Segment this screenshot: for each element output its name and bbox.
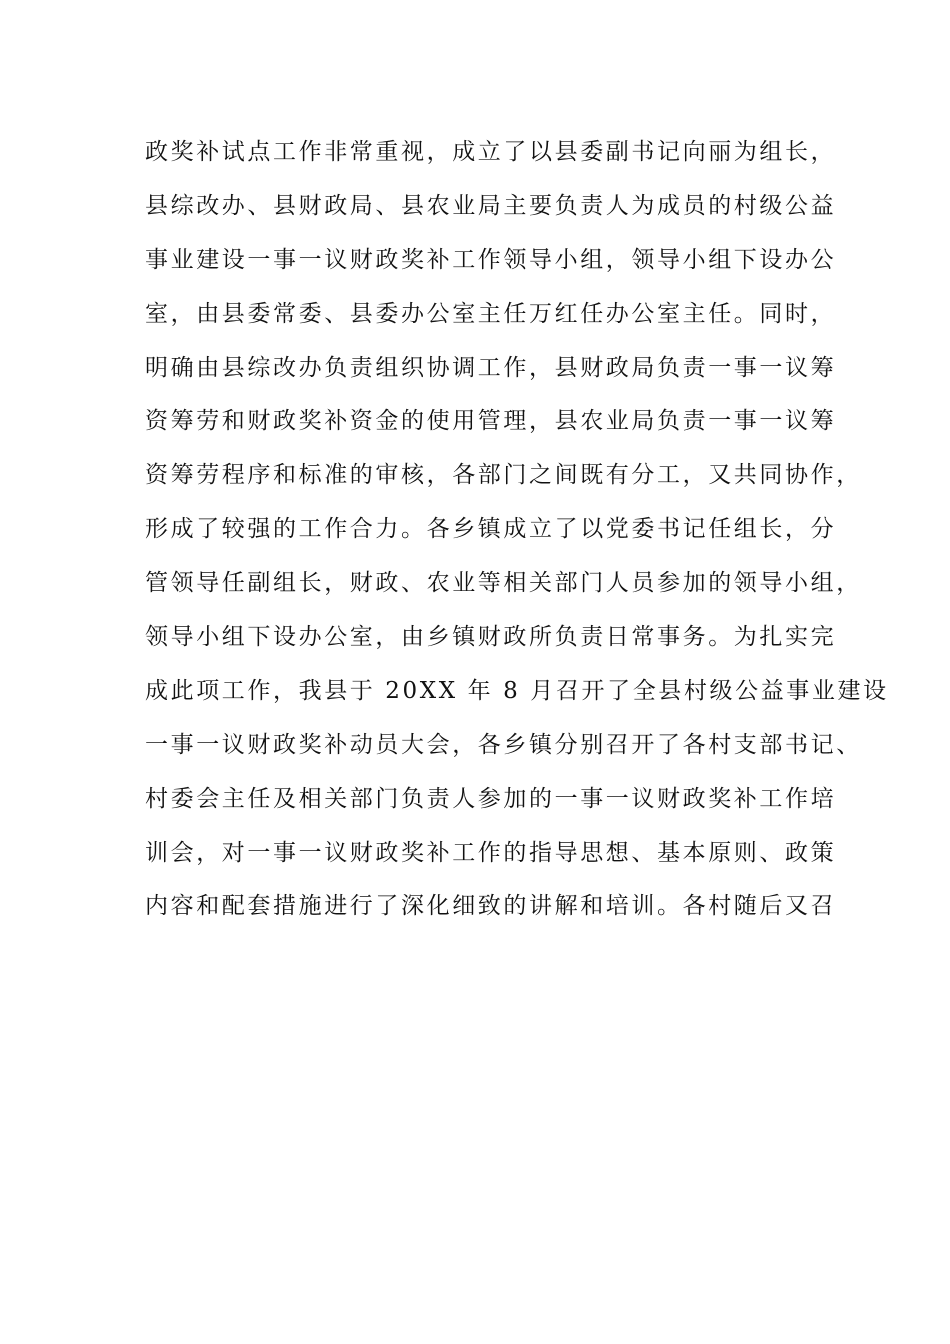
text-line: 县综改办、县财政局、县农业局主要负责人为成员的村级公益 [145, 192, 837, 219]
text-line: 室，由县委常委、县委办公室主任万红任办公室主任。同时， [145, 300, 837, 327]
text-line: 明确由县综改办负责组织协调工作，县财政局负责一事一议筹 [145, 354, 837, 381]
text-line: 一事一议财政奖补动员大会，各乡镇分别召开了各村支部书记、 [145, 731, 862, 758]
text-line: 资筹劳程序和标准的审核，各部门之间既有分工，又共同协作， [145, 462, 862, 489]
text-line: 村委会主任及相关部门负责人参加的一事一议财政奖补工作培 [145, 785, 837, 812]
text-line: 事业建设一事一议财政奖补工作领导小组，领导小组下设办公 [145, 246, 837, 273]
text-line: 训会，对一事一议财政奖补工作的指导思想、基本原则、政策 [145, 839, 837, 866]
text-line: 形成了较强的工作合力。各乡镇成立了以党委书记任组长，分 [145, 516, 837, 543]
body-text [145, 128, 889, 936]
text-line: 政奖补试点工作非常重视，成立了以县委副书记向丽为组长， [145, 139, 837, 165]
text-line: 资筹劳和财政奖补资金的使用管理，县农业局负责一事一议筹 [145, 408, 837, 435]
text-line: 领导小组下设办公室，由乡镇财政所负责日常事务。为扎实完 [145, 624, 837, 651]
text-line: 管领导任副组长，财政、农业等相关部门人员参加的领导小组， [145, 570, 862, 597]
text-line: 成此项工作，我县于 20XX 年 8 月召开了全县村级公益事业建设 [145, 677, 889, 704]
text-line: 内容和配套措施进行了深化细致的讲解和培训。各村随后又召 [145, 893, 837, 920]
